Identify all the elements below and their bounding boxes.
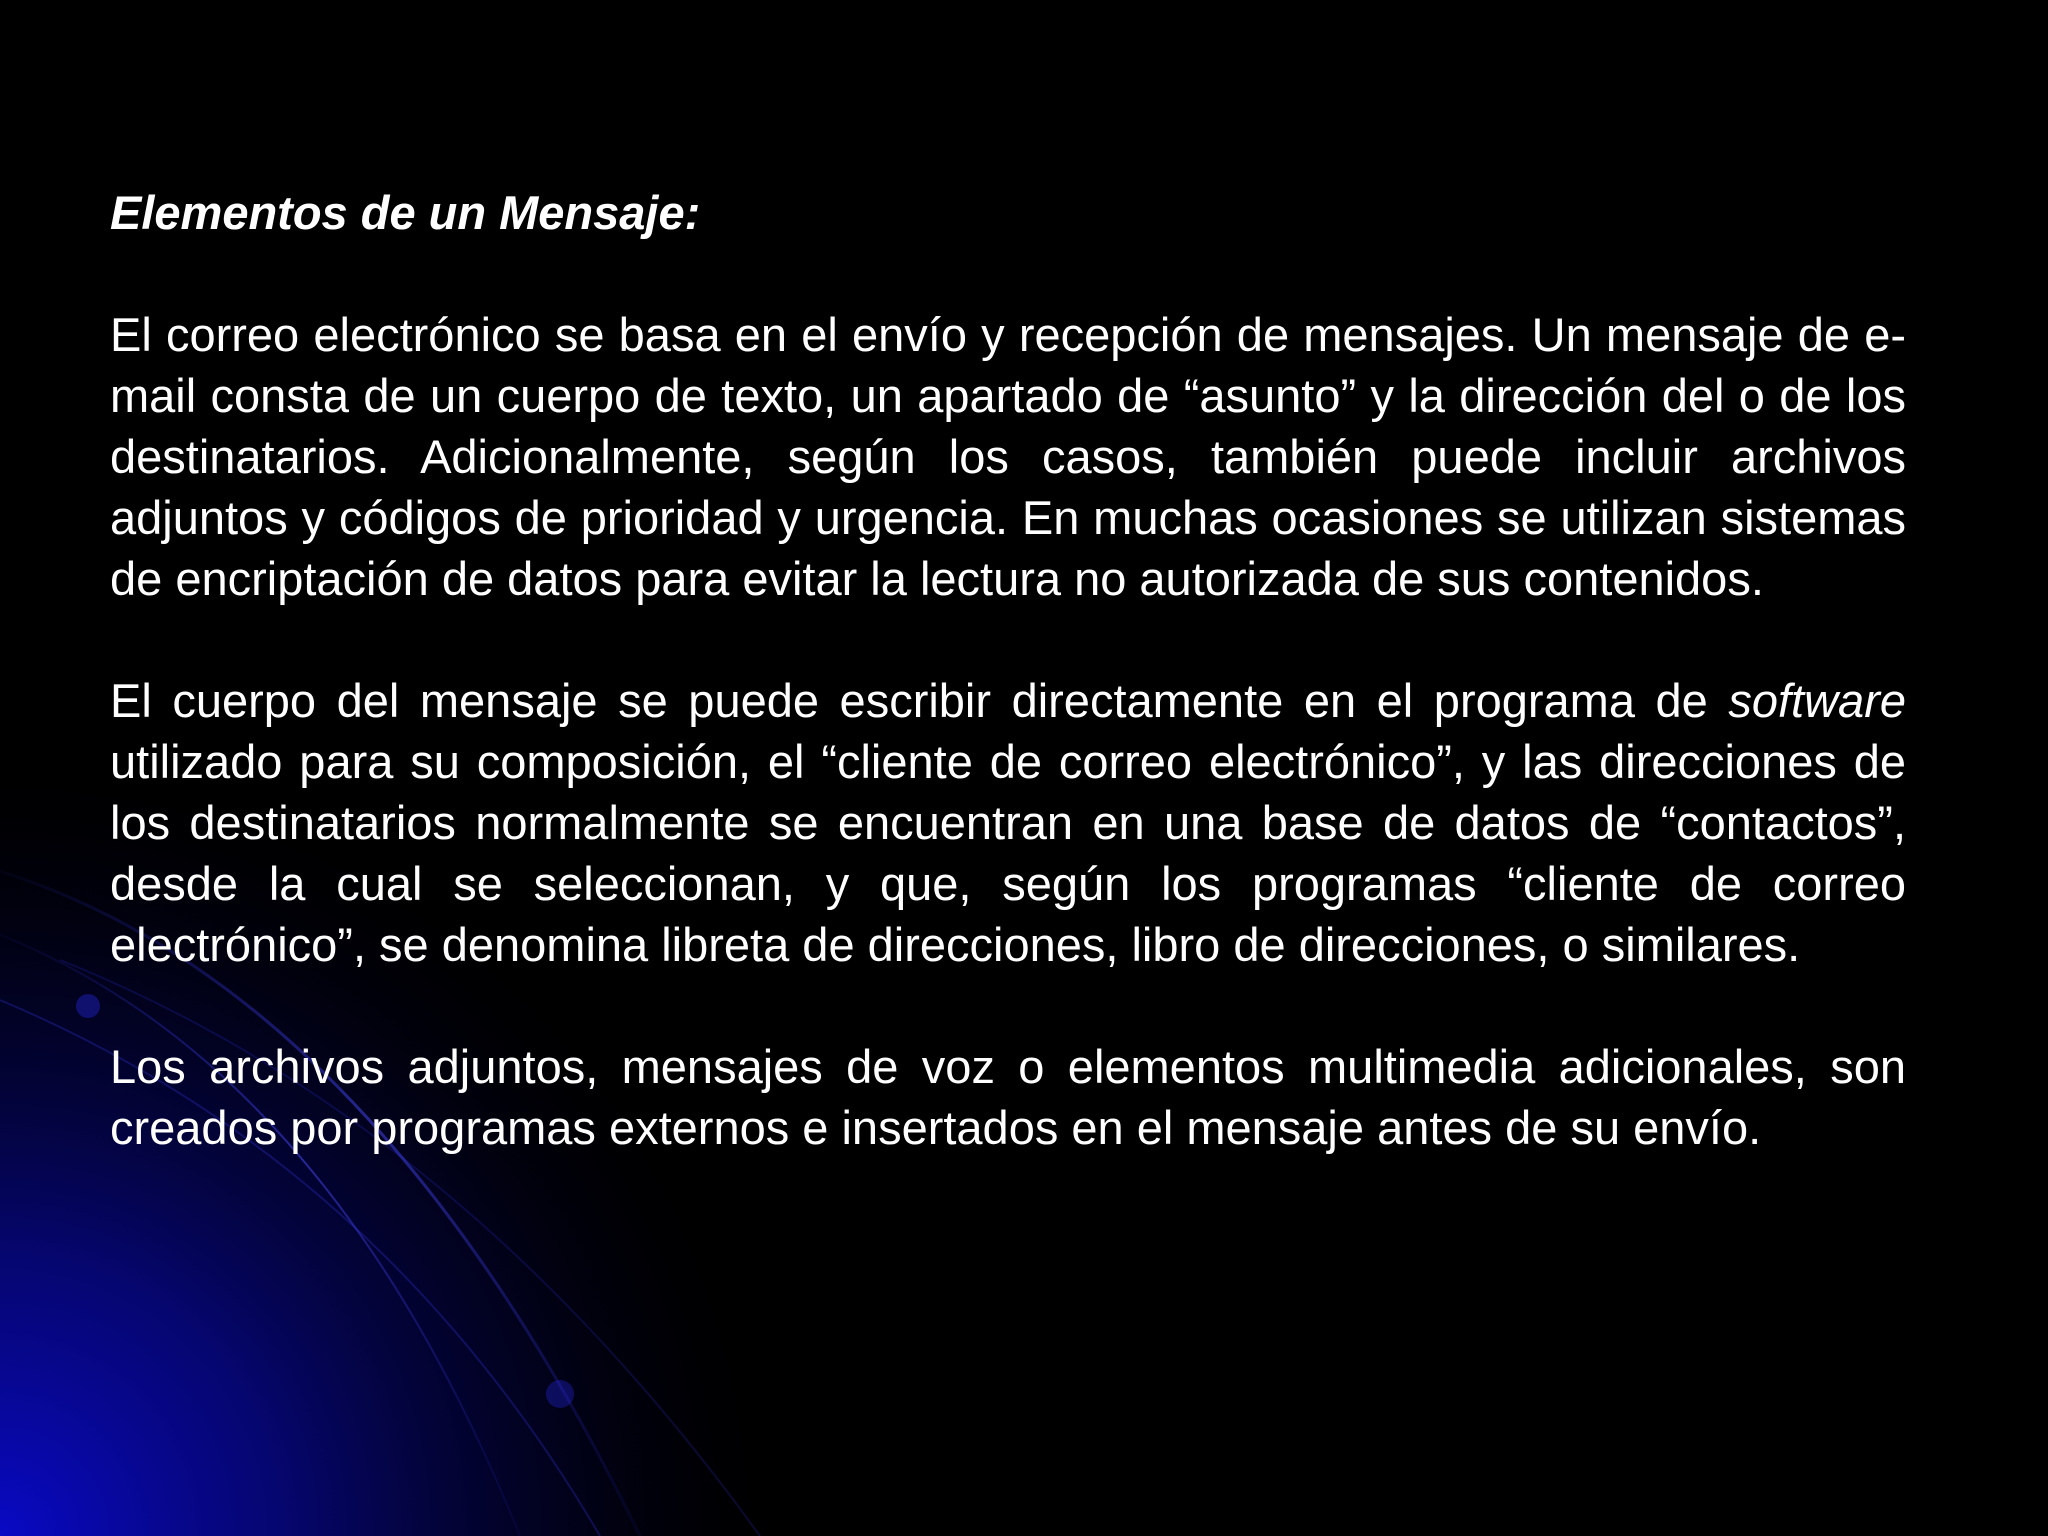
paragraph-2	[110, 670, 1906, 975]
paragraph-1: El correo electrónico se basa en el envío y recepción de mensajes. Un mensaje de e-mail consta de un cuerpo de texto, un apartado de “asunto” y la dirección del o de los destinatarios. Adicionalmente, según los casos, también puede incluir archivos adjuntos y códigos de prioridad y urgencia. En muchas ocasiones se utilizan sistemas de encriptación de datos para evitar la lectura no autorizada de sus contenidos.	[110, 308, 1906, 605]
paragraph-2-rest: utilizado para su composición, el “cliente de correo electrónico”, y las direcciones de los destinatarios normalmente se encuentran en una base de datos de “contactos”, desde la cual se seleccionan, y que, según los programas “cliente de correo electrónico”, se denomina libreta de direcciones, libro de direcciones, o similares.	[110, 735, 1906, 971]
slide-title: Elementos de un Mensaje:	[110, 186, 701, 239]
paragraph-2-italic: software	[1728, 674, 1906, 727]
paragraph-2-lead: El cuerpo del mensaje se puede escribir directamente en el programa de	[110, 674, 1729, 727]
slide-content	[110, 182, 1906, 1158]
paragraph-3: Los archivos adjuntos, mensajes de voz o elementos multimedia adicionales, son creados por programas externos e insertados en el mensaje antes de su envío.	[110, 1040, 1906, 1154]
